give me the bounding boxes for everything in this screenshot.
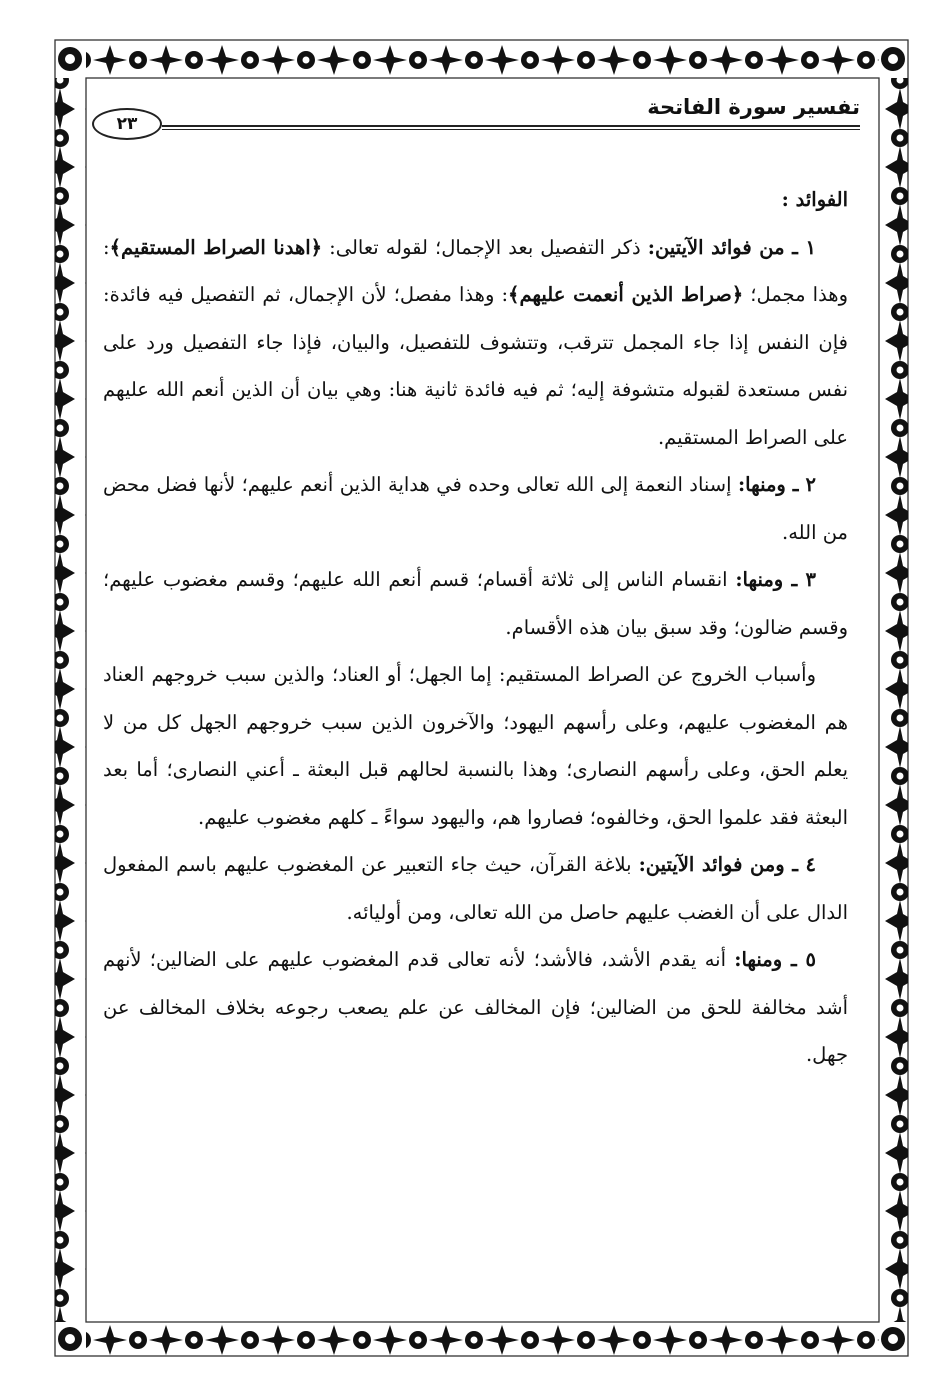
quran-quote: ﴿صراط الذين أنعمت عليهم﴾ bbox=[508, 283, 744, 306]
causes-paragraph bbox=[103, 651, 848, 841]
benefit-text: بلاغة القرآن، حيث جاء التعبير عن المغضوب عليهم باسم المفعول الدال على أن الغضب عليهم حاصل من الله تعالى، ومن أوليائه. bbox=[103, 853, 848, 924]
benefit-paragraph-3 bbox=[103, 556, 848, 651]
benefit-text: : وهذا مجمل؛ bbox=[103, 235, 849, 306]
benefit-text: ذكر التفصيل بعد الإجمال؛ لقوله تعالى: bbox=[322, 235, 648, 259]
section-heading: الفوائد : bbox=[781, 188, 848, 211]
benefit-paragraph-4 bbox=[103, 841, 848, 936]
header-rule bbox=[162, 125, 860, 127]
benefit-text: انقسام الناس إلى ثلاثة أقسام؛ قسم أنعم الله عليهم؛ وقسم مغضوب عليهم؛ وقسم ضالون؛ وقد سبق بيان هذه الأقسام. bbox=[103, 568, 848, 639]
benefit-paragraph-5 bbox=[103, 936, 848, 1079]
header-rule-thin bbox=[162, 129, 860, 130]
benefit-lead-5: ٥ ـ ومنها: bbox=[734, 948, 816, 971]
benefit-text: إسناد النعمة إلى الله تعالى وحده في هداية الذين أنعم عليهم؛ لأنها فضل محض من الله. bbox=[103, 473, 848, 544]
page-number: ٢٣ bbox=[92, 108, 162, 140]
benefit-text: أنه يقدم الأشد، فالأشد؛ لأنه تعالى قدم المغضوب عليهم على الضالين؛ لأنهم أشد مخالفة للحق من الضالين؛ فإن المخالف عن علم يصعب رجوعه بخلاف المخالف عن جهل. bbox=[103, 948, 848, 1066]
book-title: تفسير سورة الفاتحة bbox=[647, 95, 860, 119]
benefit-paragraph-1 bbox=[103, 224, 848, 462]
running-header bbox=[92, 94, 860, 138]
benefit-paragraph-2 bbox=[103, 461, 848, 556]
benefit-text: : وهذا مفصل؛ لأن الإجمال، ثم التفصيل فيه فائدة: فإن النفس إذا جاء المجمل تترقب، وتتشوف للتفصيل، والبيان، فإذا جاء التفصيل ورد على نفس مستعدة لقبوله متشوفة إليه؛ ثم فيه فائدة ثانية هنا: وهي بيان أن الذين أنعم الله عليهم على الصراط المستقيم. bbox=[103, 283, 848, 449]
benefit-text: وأسباب الخروج عن الصراط المستقيم: إما الجهل؛ أو العناد؛ والذين سبب خروجهم العناد هم المغضوب عليهم، وعلى رأسهم اليهود؛ والآخرون الذين سبب خروجهم الجهل كل من لا يعلم الحق، وعلى رأسهم النصارى؛ وهذا بالنسبة لحالهم قبل البعثة ـ أعني النصارى؛ أما بعد البعثة فقد علموا الحق، وخالفوه؛ فصاروا هم، واليهود سواءً ـ كلهم مغضوب عليهم. bbox=[103, 663, 848, 829]
benefit-lead-2: ٢ ـ ومنها: bbox=[737, 473, 816, 496]
benefit-lead-3: ٣ ـ ومنها: bbox=[735, 568, 816, 591]
page-body bbox=[103, 176, 848, 1079]
benefit-lead-1: ١ ـ من فوائد الآيتين: bbox=[647, 235, 816, 259]
quran-quote: ﴿اهدنا الصراط المستقيم﴾ bbox=[109, 235, 323, 259]
benefit-lead-4: ٤ ـ ومن فوائد الآيتين: bbox=[638, 853, 817, 876]
